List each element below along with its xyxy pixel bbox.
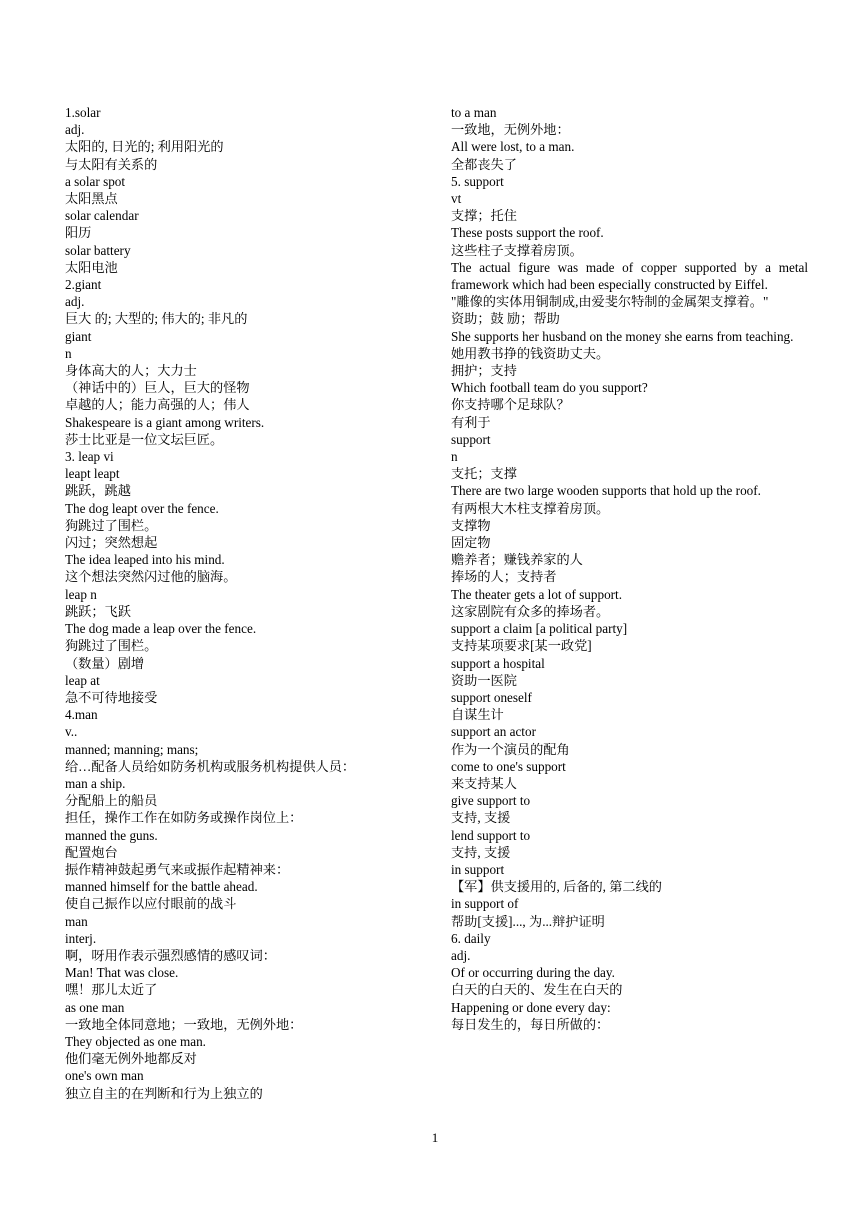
text-line: 来支持某人 — [451, 775, 517, 791]
text-line: These posts support the roof. — [451, 225, 604, 241]
text-line: 固定物 — [451, 535, 491, 551]
text-line: come to one's support — [451, 758, 566, 774]
text-line: 4.man — [65, 707, 98, 723]
text-line: as one man — [65, 999, 125, 1015]
text-line: 太阳电池 — [65, 259, 118, 275]
text-line: 支撑物 — [451, 517, 491, 533]
text-line: 支持, 支援 — [451, 844, 511, 860]
text-line: Man! That was close. — [65, 965, 179, 981]
text-line: 支持某项要求[某一政党] — [451, 638, 592, 654]
text-line: 跳跃；飞跃 — [65, 603, 131, 619]
text-line: 拥护；支持 — [451, 363, 517, 379]
text-line: 支撑；托住 — [451, 208, 517, 224]
text-line: leapt leapt — [65, 466, 120, 482]
text-line: 卓越的人；能力高强的人；伟人 — [65, 397, 250, 413]
text-line: 狗跳过了围栏。 — [65, 638, 158, 654]
text-line: 这个想法突然闪过他的脑海。 — [65, 569, 237, 585]
text-line: support an actor — [451, 724, 536, 740]
text-line: 赡养者；赚钱养家的人 — [451, 552, 583, 568]
text-line: support oneself — [451, 689, 532, 705]
text-line: 跳跃，跳越 — [65, 483, 131, 499]
page-number: 1 — [431, 1130, 439, 1145]
text-line: 阳历 — [65, 225, 92, 241]
text-line: The actual figure was made of copper supported by a metal framework which had been especially constructed by Eiffel. — [451, 259, 808, 293]
text-line: n — [65, 345, 72, 361]
text-line: support a claim [a political party] — [451, 621, 628, 637]
text-line: 分配船上的船员 — [65, 793, 158, 809]
text-line: "雕像的实体用铜制成,由爱斐尔特制的金属架支撑着。" — [451, 294, 769, 310]
text-line: 配置炮台 — [65, 844, 118, 860]
text-line: 有两根大木柱支撑着房顶。 — [451, 500, 610, 516]
text-line: in support of — [451, 896, 519, 912]
left-column — [65, 104, 397, 1102]
text-line: Shakespeare is a giant among writers. — [65, 414, 265, 430]
text-line: to a man — [451, 105, 497, 120]
text-line: 一致地，无例外地： — [451, 122, 570, 138]
text-line: 支托；支撑 — [451, 466, 517, 482]
text-line: （神话中的）巨人，巨大的怪物 — [65, 380, 250, 396]
text-line: 她用教书挣的钱资助丈夫。 — [451, 345, 610, 361]
text-line: manned himself for the battle ahead. — [65, 879, 258, 895]
text-line: 这些柱子支撑着房顶。 — [451, 242, 583, 258]
text-line: manned the guns. — [65, 827, 158, 843]
text-line: v.. — [65, 724, 78, 740]
text-line: man a ship. — [65, 775, 126, 791]
text-line: 嘿！那儿太近了 — [65, 982, 158, 998]
text-line: 一致地全体同意地；一致地，无例外地： — [65, 1016, 303, 1032]
text-line: vt — [451, 191, 462, 207]
text-line: interj. — [65, 930, 97, 946]
text-line: 莎士比亚是一位文坛巨匠。 — [65, 431, 224, 447]
text-line: 支持, 支援 — [451, 810, 511, 826]
text-line: 资助；鼓 励；帮助 — [451, 311, 560, 327]
text-line: 与太阳有关系的 — [65, 156, 158, 172]
text-line: 1.solar — [65, 105, 101, 120]
text-line: 巨大 的; 大型的; 伟大的; 非凡的 — [65, 311, 248, 327]
text-line: All were lost, to a man. — [451, 139, 575, 155]
text-line: 使自己振作以应付眼前的战斗 — [65, 896, 237, 912]
text-line: 给…配备人员给如防务机构或服务机构提供人员： — [65, 758, 356, 774]
text-line: one's own man — [65, 1068, 144, 1084]
text-line: solar calendar — [65, 208, 139, 224]
text-line: 有利于 — [451, 414, 491, 430]
text-line: leap n — [65, 586, 97, 602]
text-line: 全都丧失了 — [451, 156, 517, 172]
text-line: （数量）剧增 — [65, 655, 145, 671]
text-line: 这家剧院有众多的捧场者。 — [451, 603, 610, 619]
text-line: support a hospital — [451, 655, 545, 671]
text-line: 担任，操作工作在如防务或操作岗位上： — [65, 810, 303, 826]
text-line: man — [65, 913, 88, 929]
text-line: 资助一医院 — [451, 672, 517, 688]
text-line: n — [451, 449, 458, 465]
text-line: 闪过；突然想起 — [65, 535, 158, 551]
text-line: giant — [65, 328, 92, 344]
text-line: They objected as one man. — [65, 1033, 206, 1049]
text-line: 【军】供支援用的, 后备的, 第二线的 — [451, 879, 662, 895]
text-line: 振作精神鼓起勇气来或振作起精神来： — [65, 861, 290, 877]
text-line: Which football team do you support? — [451, 380, 648, 396]
text-line: 狗跳过了围栏。 — [65, 517, 158, 533]
text-line: The idea leaped into his mind. — [65, 552, 225, 568]
text-line: Happening or done every day: — [451, 999, 611, 1015]
text-line: a solar spot — [65, 173, 126, 189]
text-line: 自谋生计 — [451, 707, 504, 723]
text-line: solar battery — [65, 242, 131, 258]
text-line: leap at — [65, 672, 100, 688]
text-line: 捧场的人；支持者 — [451, 569, 557, 585]
text-line: There are two large wooden supports that hold up the roof. — [451, 483, 761, 499]
text-line: manned; manning; mans; — [65, 741, 199, 757]
text-line: 每日发生的，每日所做的： — [451, 1016, 610, 1032]
text-line: 2.giant — [65, 277, 102, 293]
text-line: She supports her husband on the money she earns from teaching. — [451, 328, 794, 344]
text-line: 急不可待地接受 — [65, 689, 158, 705]
text-line: adj. — [451, 947, 471, 963]
text-line: 5. support — [451, 173, 504, 189]
text-line: 他们毫无例外地都反对 — [65, 1051, 197, 1067]
text-line: give support to — [451, 793, 531, 809]
text-line: 作为一个演员的配角 — [451, 741, 570, 757]
text-line: 太阳黑点 — [65, 191, 118, 207]
text-line: The theater gets a lot of support. — [451, 586, 623, 602]
text-line: The dog made a leap over the fence. — [65, 621, 257, 637]
text-line: 白天的白天的、发生在白天的 — [451, 982, 623, 998]
right-column — [451, 104, 808, 1033]
text-line: support — [451, 431, 491, 447]
text-line: 6. daily — [451, 930, 491, 946]
text-line: 3. leap vi — [65, 449, 114, 465]
text-line: 你支持哪个足球队？ — [451, 397, 570, 413]
text-line: Of or occurring during the day. — [451, 965, 615, 981]
text-line: 太阳的, 日光的; 利用阳光的 — [65, 139, 224, 155]
text-line: 帮助[支援]..., 为...辩护证明 — [451, 913, 605, 929]
text-line: The dog leapt over the fence. — [65, 500, 219, 516]
text-line: lend support to — [451, 827, 531, 843]
text-line: in support — [451, 861, 505, 877]
text-line: adj. — [65, 122, 85, 138]
text-line: 身体高大的人；大力士 — [65, 363, 197, 379]
text-line: 啊，呀用作表示强烈感情的感叹词： — [65, 947, 276, 963]
text-line: 独立自主的在判断和行为上独立的 — [65, 1085, 263, 1101]
text-line: adj. — [65, 294, 85, 310]
